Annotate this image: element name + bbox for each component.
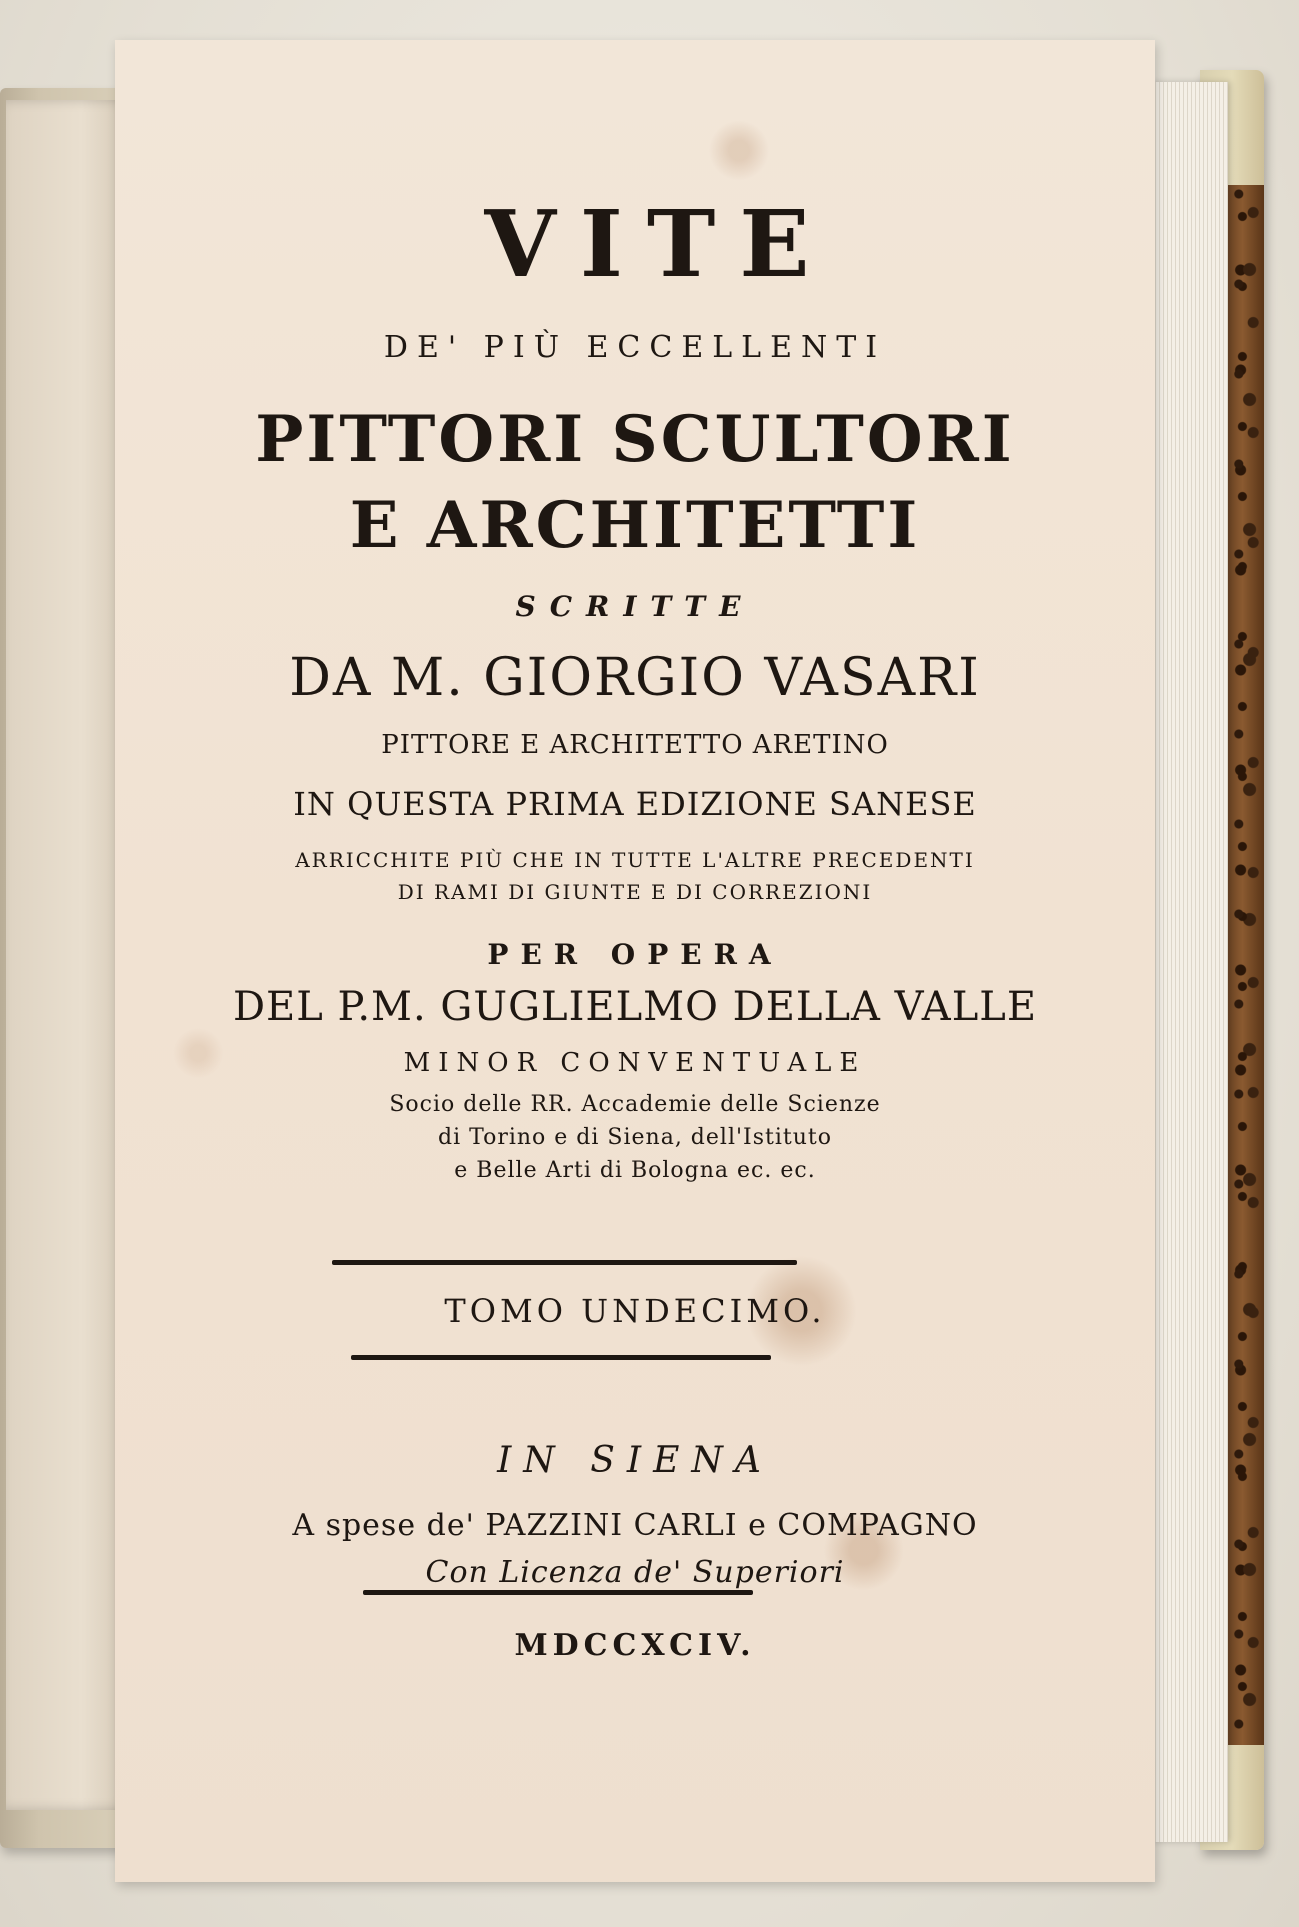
title-vite: VITE [484, 190, 834, 298]
affiliation-line-1: Socio delle RR. Accademie delle Scienze [389, 1092, 881, 1117]
publisher-line: A spese de' PAZZINI CARLI e COMPAGNO [292, 1508, 978, 1543]
title-architetti: E ARCHITETTI [349, 488, 921, 563]
author-description: PITTORE E ARCHITETTO ARETINO [381, 730, 889, 760]
edition-line: IN QUESTA PRIMA EDIZIONE SANESE [293, 785, 977, 823]
scritte-line: SCRITTE [515, 590, 755, 623]
enrichment-line-2: DI RAMI DI GIUNTE E DI CORREZIONI [397, 880, 873, 904]
author-line: DA M. GIORGIO VASARI [289, 648, 981, 708]
enrichment-line-1: ARRICCHITE PIÙ CHE IN TUTTE L'ALTRE PRECEDENTI [295, 848, 975, 872]
editor-line: DEL P.M. GUGLIELMO DELLA VALLE [232, 984, 1038, 1030]
place-line: IN SIENA [497, 1440, 773, 1481]
per-opera-line: PER OPERA [487, 938, 783, 971]
affiliation-line-2: di Torino e di Siena, dell'Istituto [438, 1125, 832, 1150]
date-line: MDCCXCIV. [514, 1628, 756, 1663]
marbled-leather-spine [1228, 185, 1264, 1745]
volume-line: TOMO UNDECIMO. [444, 1292, 826, 1330]
page-edges [1152, 82, 1228, 1842]
editor-order: MINOR CONVENTUALE [403, 1048, 867, 1078]
rule-middle [351, 1355, 771, 1360]
license-line: Con Licenza de' Superiori [425, 1555, 845, 1590]
rule-bottom [363, 1590, 753, 1595]
subtitle-de-piu: DE' PIÙ ECCELLENTI [383, 330, 887, 365]
affiliation-line-3: e Belle Arti di Bologna ec. ec. [454, 1158, 816, 1183]
rule-top [332, 1260, 797, 1265]
title-page [115, 40, 1155, 1882]
left-page [6, 100, 132, 1810]
title-pittori-scultori: PITTORI SCULTORI [255, 402, 1015, 477]
